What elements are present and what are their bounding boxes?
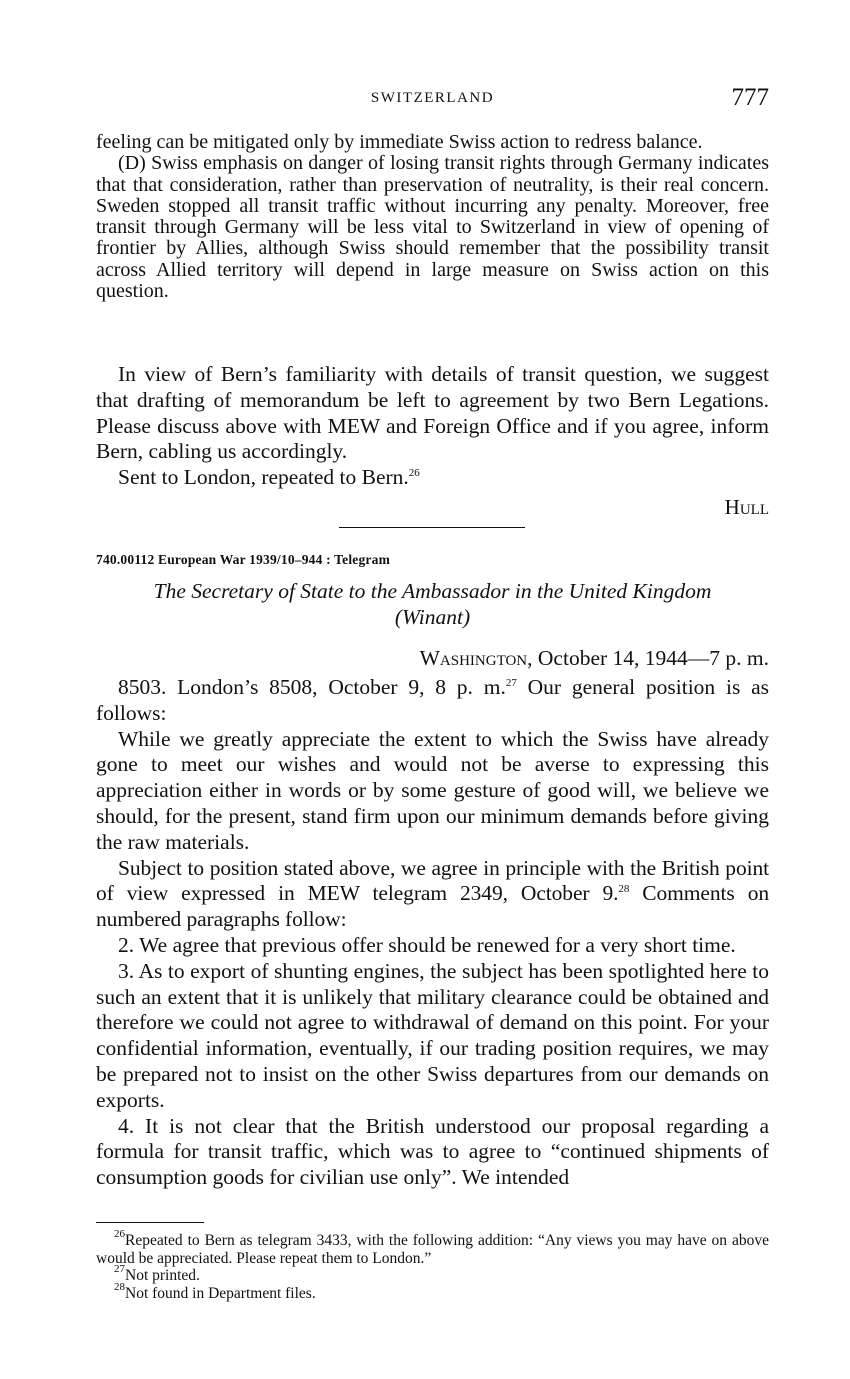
numbered-item-4: 4. It is not clear that the British understood our proposal regarding a formula for transit traffic, which was to agree to “continued shipments of consumption goods for civilian use only”. We intended	[96, 1113, 769, 1190]
closing-block	[96, 362, 769, 521]
numbered-item-2: 2. We agree that previous offer should be renewed for a very short time.	[118, 932, 736, 957]
paragraph-continuation: feeling can be mitigated only by immediate Swiss action to redress balance.	[96, 131, 703, 153]
numbered-item-3: 3. As to export of shunting engines, the subject has been spotlighted here to such an extent that it is unlikely that military clearance could be obtained and therefore we could not agree to withdrawal of demand on this point. For your confidential information, eventually, if our trading position requires, we may be prepared not to insist on the other Swiss departures from our demands on exports.	[96, 958, 769, 1112]
running-header	[96, 86, 769, 116]
continued-text	[96, 132, 769, 302]
footnote-ref-28: 28	[618, 883, 630, 896]
dateline-place: Washington,	[419, 646, 533, 670]
signature: Hull	[724, 494, 769, 519]
document-title-line2: (Winant)	[394, 605, 471, 629]
file-number: 740.00112 European War 1939/10–944 : Telegram	[96, 552, 391, 567]
paragraph-principle: Subject to position stated above, we agree in principle with the British point of view expressed in MEW telegram 2349, October 9.28 Comments on numbered paragraphs follow:	[96, 855, 769, 932]
sent-line: Sent to London, repeated to Bern.$^{26}$	[118, 465, 420, 490]
page-number: 777	[731, 84, 769, 111]
paragraph-d: (D) Swiss emphasis on danger of losing transit rights through Germany indicates that that consideration, rather than preservation of neutrality, is their real concern. Sweden stopped all transit traffic without incurring any penalty. Moreover, free transit through Germany will be less vital to Switzerland in view of opening of frontier by Allies, although Swiss should remember that the possibility transit across Allied territory will depend in large measure on Swiss action on this question.	[96, 152, 769, 303]
footnote-divider	[96, 1222, 204, 1223]
footnote: $^{27}$Not printed.	[114, 1263, 200, 1285]
running-title: SWITZERLAND	[370, 90, 495, 106]
section-divider	[339, 527, 525, 528]
document-title	[96, 578, 769, 630]
opening-paragraph: 8503. London’s 8508, October 9, 8 p. m.$^{27}$ Our general position is as follows:	[96, 675, 770, 725]
footnote: $^{28}$Not found in Department files.	[114, 1280, 316, 1302]
telegram-body	[96, 675, 769, 1191]
paragraph-position: While we greatly appreciate the extent to which the Swiss have already gone to meet our wishes and would not be averse to expressing this appreciation either in words or by some gesture of good will, we believe we should, for the present, stand firm upon our minimum demands before giving the raw materials.	[96, 726, 769, 854]
footnote: $^{26}$Repeated to Bern as telegram 3433, with the following addition: “Any views you may have on above would be appreciated. Please repeat them to London.”	[96, 1228, 769, 1267]
closing-paragraph: In view of Bern’s familiarity with details of transit question, we suggest that drafting of memorandum be left to agreement by two Bern Legations. Please discuss above with MEW and Foreign Office and if you agree, inform Bern, cabling us accordingly.	[96, 362, 769, 464]
dateline-date: October 14, 1944—7 p. m.	[537, 646, 769, 670]
dateline	[420, 646, 769, 671]
document-title-line1: The Secretary of State to the Ambassador in the United Kingdom	[153, 579, 712, 603]
footnote-ref-26: 26	[408, 467, 420, 480]
footnote-ref-27: 27	[505, 677, 517, 689]
footnotes	[96, 1228, 769, 1302]
